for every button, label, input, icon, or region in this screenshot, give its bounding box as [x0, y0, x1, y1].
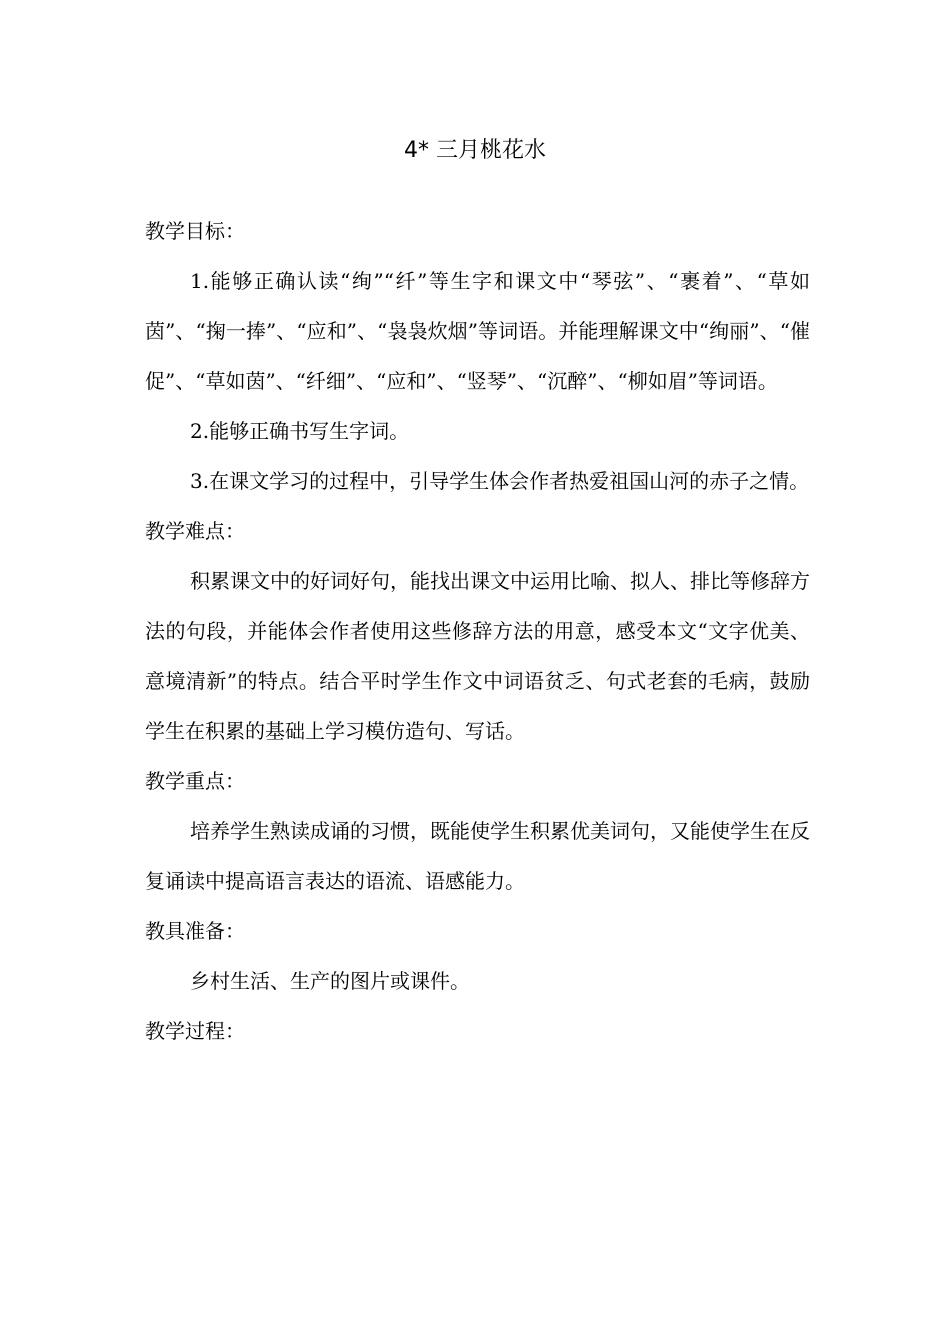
section-heading-key-points: 教学重点：: [145, 769, 245, 793]
objective-paragraph-2: 2.能够正确书写生字词。: [190, 419, 410, 443]
objective-paragraph-1: 1.能够正确认读“绚”“纤”等生字和课文中“琴弦”、“裹着”、“草如茵”、“掬一捧”、“应和”、“袅袅炊烟”等词语。并能理解课文中“绚丽”、“催促”、“草如茵”、“纤细”、“应和”、“竖琴”、“沉醉”、“柳如眉”等词语。: [145, 269, 810, 393]
objective-paragraph-3: 3.在课文学习的过程中，引导学生体会作者热爱祖国山河的赤子之情。: [190, 469, 810, 493]
section-heading-difficulties: 教学难点：: [145, 519, 245, 543]
difficulties-paragraph: 积累课文中的好词好句，能找出课文中运用比喻、拟人、排比等修辞方法的句段，并能体会作者使用这些修辞方法的用意，感受本文“文字优美、意境清新”的特点。结合平时学生作文中词语贫乏、句式老套的毛病，鼓励学生在积累的基础上学习模仿造句、写话。: [145, 569, 810, 743]
section-heading-materials: 教具准备：: [145, 919, 245, 943]
key-points-paragraph: 培养学生熟读成诵的习惯，既能使学生积累优美词句，又能使学生在反复诵读中提高语言表达的语流、语感能力。: [145, 819, 810, 893]
document-title: 4* 三月桃花水: [404, 138, 546, 163]
materials-paragraph: 乡村生活、生产的图片或课件。: [190, 969, 470, 993]
section-heading-objectives: 教学目标：: [145, 219, 245, 243]
document-body: [145, 206, 810, 1056]
section-heading-process: 教学过程：: [145, 1019, 245, 1043]
